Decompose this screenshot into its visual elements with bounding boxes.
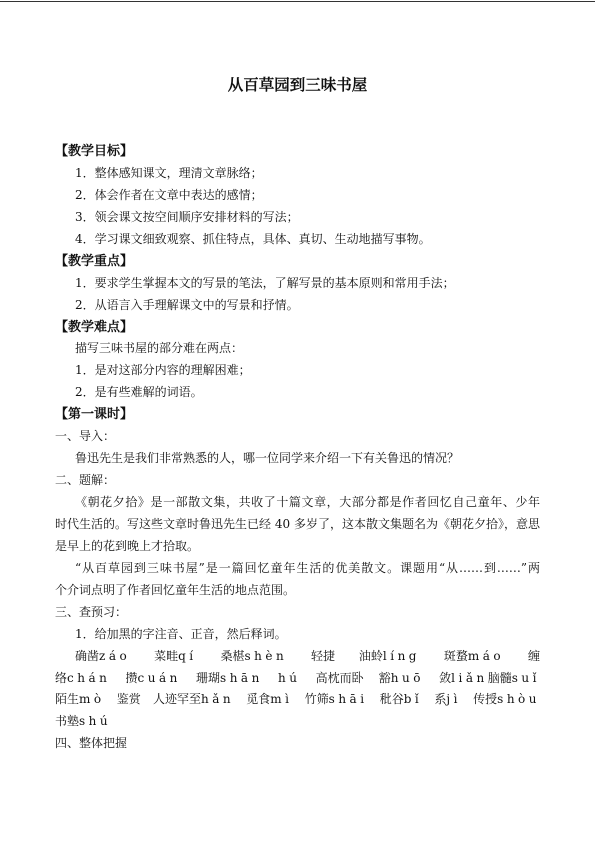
vocab-pinyin: huō — [390, 670, 424, 685]
explanation-paragraph-line: 是早上的花到晚上才拾取。 — [55, 538, 200, 553]
vocab-word: 桑椹 — [220, 648, 245, 663]
difficulties-intro: 描写三味书屋的部分难在两点： — [75, 341, 244, 356]
vocab-pinyin: shāi — [328, 692, 368, 707]
explanation-paragraph-line: 个介词点明了作者回忆童年生活的地点范围。 — [55, 582, 296, 597]
vocab-pinyin: qí — [178, 648, 197, 663]
vocab-item — [196, 668, 263, 690]
vocab-pinyin: záo — [99, 648, 131, 663]
vocab-word: 珊瑚 — [196, 670, 221, 685]
vocab-pinyin: hú — [277, 670, 301, 685]
vocab-item — [359, 646, 420, 668]
vocab-item — [528, 646, 540, 668]
lesson1-heading: 【第一课时】 — [55, 407, 134, 423]
vocab-word: 竹筛 — [304, 692, 329, 707]
difficulties-heading: 【教学难点】 — [55, 319, 134, 335]
page-title: 从百草园到三味书屋 — [227, 75, 368, 94]
vocab-word: 斑蝥 — [443, 648, 468, 663]
vocab-pinyin: suǐ — [511, 670, 540, 685]
vocab-item — [55, 689, 105, 711]
vocab-pinyin: bǐ — [403, 692, 423, 707]
vocab-list — [55, 646, 540, 734]
vocab-word: 脑髓 — [487, 670, 512, 685]
vocab-item — [117, 689, 141, 711]
vocab-item — [305, 689, 368, 711]
vocab-word: 传授 — [473, 692, 498, 707]
vocab-pinyin: cuán — [137, 670, 181, 685]
vocab-word: 豁 — [378, 670, 391, 685]
explanation-paragraph-line: “从百草园到三味书屋”是一篇回忆童年生活的优美散文。课题用“从……到……”两 — [75, 560, 540, 575]
difficulties-item: 1．是对这部分内容的理解困难； — [75, 363, 251, 378]
vocab-pinyin: liǎn — [451, 670, 488, 685]
vocab-item — [153, 689, 234, 711]
vocab-item — [434, 689, 461, 711]
vocab-line — [55, 711, 540, 733]
vocab-word: 秕谷 — [379, 692, 404, 707]
goals-item: 1．整体感知课文，理清文章脉络； — [75, 165, 263, 180]
vocab-word: 鉴赏 — [116, 692, 141, 707]
vocab-word: 络 — [55, 670, 68, 685]
vocab-item — [316, 668, 364, 690]
difficulties-item: 2．是有些难解的词语。 — [75, 385, 203, 400]
vocab-item — [311, 646, 335, 668]
vocab-item — [55, 711, 111, 733]
vocab-word: 缠 — [527, 648, 540, 663]
vocab-item — [246, 689, 292, 711]
vocab-pinyin: mò — [79, 692, 105, 707]
vocab-item — [55, 668, 110, 690]
vocab-item — [473, 689, 540, 711]
vocab-word: 书塾 — [55, 714, 80, 729]
vocab-pinyin: jì — [446, 692, 461, 707]
vocab-item — [220, 646, 287, 668]
document-body — [55, 141, 540, 755]
vocab-word: 陌生 — [55, 692, 80, 707]
vocab-word: 高枕而卧 — [315, 670, 364, 685]
vocab-word: 确凿 — [75, 648, 100, 663]
goals-item: 4．学习课文细致观察、抓住特点，具体、真切、生动地描写事物。 — [75, 231, 431, 246]
explanation-paragraph-line: 《朝花夕拾》是一部散文集，共收了十篇文章，大部分都是作者回忆自己童年、少年 — [75, 495, 540, 509]
vocab-word: 敛 — [439, 670, 452, 685]
vocab-word: 轻捷 — [311, 648, 336, 663]
goals-item: 3．领会课文按空间顺序安排材料的写法； — [75, 209, 299, 224]
vocab-item — [439, 668, 540, 690]
vocab-item — [444, 646, 504, 668]
vocab-pinyin: shèn — [244, 648, 288, 663]
vocab-pinyin: hǎn — [200, 692, 235, 707]
preview-title: 三、查预习： — [55, 604, 128, 619]
vocab-word: 攒 — [125, 670, 138, 685]
vocab-line — [55, 689, 540, 711]
key-points-item: 1．要求学生掌握本文的写景的笔法，了解写景的基本原则和常用手法； — [75, 275, 455, 290]
vocab-item — [75, 646, 130, 668]
vocab-pinyin: chán — [67, 670, 111, 685]
preview-task: 1．给加黑的字注音、正音，然后释词。 — [75, 626, 287, 641]
vocab-line — [55, 646, 540, 668]
top-rule — [0, 1, 595, 2]
vocab-pinyin: líng — [382, 648, 420, 663]
vocab-pinyin: shān — [220, 670, 263, 685]
vocab-item — [154, 646, 197, 668]
vocab-word: 油蛉 — [358, 648, 383, 663]
vocab-item — [380, 689, 423, 711]
vocab-pinyin: máo — [467, 648, 505, 663]
intro-text: 鲁迅先生是我们非常熟悉的人，哪一位同学来介绍一下有关鲁迅的情况？ — [75, 451, 460, 466]
vocab-word: 系 — [434, 692, 447, 707]
vocab-item — [379, 668, 424, 690]
vocab-word: 觅食 — [246, 692, 271, 707]
key-points-heading: 【教学重点】 — [55, 253, 134, 269]
vocab-item — [278, 668, 300, 690]
goals-heading: 【教学目标】 — [55, 144, 134, 159]
vocab-pinyin: shú — [79, 714, 112, 729]
vocab-line — [55, 668, 540, 690]
overall-title: 四、整体把握 — [55, 736, 128, 751]
vocab-word: 人迹罕至 — [152, 692, 201, 707]
vocab-word: 菜畦 — [154, 648, 179, 663]
explanation-title: 二、题解： — [55, 473, 116, 488]
explanation-paragraph-line: 时代生活的。写这些文章时鲁迅先生已经 40 多岁了，这本散文集题名为《朝花夕拾》，意思 — [55, 516, 540, 531]
vocab-item — [126, 668, 181, 690]
goals-item: 2．体会作者在文章中表达的感情； — [75, 187, 263, 202]
key-points-item: 2．从语言入手理解课文中的写景和抒情。 — [75, 297, 299, 312]
vocab-pinyin: mì — [270, 692, 293, 707]
intro-title: 一、导入： — [55, 429, 116, 444]
vocab-pinyin: shòu — [497, 692, 540, 707]
